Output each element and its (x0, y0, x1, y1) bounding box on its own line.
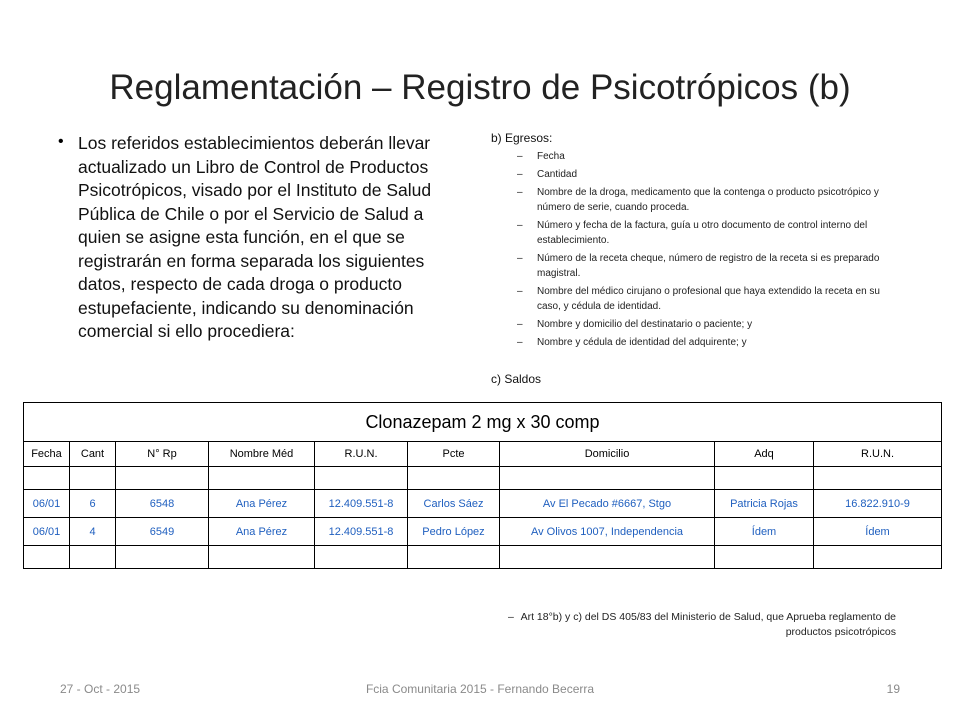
dash: – (517, 151, 523, 162)
dash: – (517, 319, 523, 330)
column-header: R.U.N. (315, 442, 408, 467)
table-cell: 12.409.551-8 (315, 518, 408, 546)
table-row (24, 518, 942, 546)
column-header: Adq (715, 442, 814, 467)
dash: – (517, 220, 523, 231)
table-cell (500, 546, 715, 569)
table-caption: Clonazepam 2 mg x 30 comp (24, 403, 942, 442)
table-cell (408, 467, 500, 490)
column-header: Nombre Méd (209, 442, 315, 467)
egresos-section (491, 131, 911, 353)
bullet-text: Los referidos establecimientos deberán llevar actualizado un Libro de Control de Productos Psicotrópicos, visado por el Instituto de Salud Pública de Chile o por el Servicio de Salud a quien se asigne esta función, en el que se registrarán en forma separada los siguientes datos, respecto de cada droga o producto estupefaciente, indicando su denominación comercial si ello procediera: (78, 133, 432, 341)
egresos-item-text: Nombre y domicilio del destinatario o paciente; y (537, 319, 753, 330)
table-cell: 6 (70, 490, 116, 518)
bullet-paragraph (58, 132, 458, 344)
slide-title: Reglamentación – Registro de Psicotrópicos (b) (109, 68, 851, 107)
table-cell (70, 467, 116, 490)
bullet-dot: • (58, 133, 64, 150)
table-cell (116, 467, 209, 490)
page-number: 19 (886, 682, 900, 696)
table-header-row (24, 442, 942, 467)
column-header: N° Rp (116, 442, 209, 467)
egresos-item-text: Número y fecha de la factura, guía u otro documento de control interno del establecimiento. (537, 220, 868, 246)
dash: – (517, 337, 523, 348)
egresos-item-text: Cantidad (537, 169, 578, 180)
table-cell: Pedro López (408, 518, 500, 546)
egresos-item-text: Nombre de la droga, medicamento que la contenga o producto psicotrópico y número de serie, cuando proceda. (537, 187, 879, 213)
table-cell: 16.822.910-9 (814, 490, 942, 518)
table-cell: Ana Pérez (209, 490, 315, 518)
footer-date: 27 - Oct - 2015 (60, 682, 141, 696)
table-cell (70, 546, 116, 569)
dash: – (517, 187, 523, 198)
registro-table (23, 402, 942, 569)
egresos-item (517, 284, 892, 314)
table-cell: 6549 (116, 518, 209, 546)
table-cell (209, 467, 315, 490)
column-header: Domicilio (500, 442, 715, 467)
table-cell: Av Olivos 1007, Independencia (500, 518, 715, 546)
egresos-item (517, 218, 892, 248)
legal-note (508, 610, 896, 640)
table-cell (814, 467, 942, 490)
table-cell (116, 546, 209, 569)
table-cell: Av El Pecado #6667, Stgo (500, 490, 715, 518)
table-cell: Ídem (814, 518, 942, 546)
table-cell: 12.409.551-8 (315, 490, 408, 518)
egresos-list (517, 149, 911, 350)
egresos-item (517, 317, 892, 332)
table-row-empty (24, 546, 942, 569)
table-cell: 6548 (116, 490, 209, 518)
saldos-heading: c) Saldos (491, 372, 542, 386)
egresos-item-text: Número de la receta cheque, número de registro de la receta si es preparado magistral. (537, 253, 880, 279)
table-cell (315, 467, 408, 490)
egresos-item-text: Fecha (537, 151, 565, 162)
table-cell (315, 546, 408, 569)
table-cell (500, 467, 715, 490)
table-cell: 4 (70, 518, 116, 546)
table-row (24, 490, 942, 518)
legal-note-text: Art 18°b) y c) del DS 405/83 del Ministerio de Salud, que Aprueba reglamento de productos psicotrópicos (520, 611, 896, 638)
table-cell: Patricia Rojas (715, 490, 814, 518)
table-cell: Carlos Sáez (408, 490, 500, 518)
column-header: Pcte (408, 442, 500, 467)
dash: – (517, 253, 523, 264)
table-cell (209, 546, 315, 569)
footer-title: Fcia Comunitaria 2015 - Fernando Becerra (365, 682, 595, 696)
dash: – (508, 611, 514, 623)
column-header: Cant (70, 442, 116, 467)
egresos-item-text: Nombre del médico cirujano o profesional que haya extendido la receta en su caso, y cédula de identidad. (537, 286, 880, 312)
table-cell (24, 546, 70, 569)
egresos-heading: b) Egresos: (491, 131, 553, 145)
table-cell (814, 546, 942, 569)
table-cell (408, 546, 500, 569)
table-cell (715, 467, 814, 490)
dash: – (517, 286, 523, 297)
table-cell: 06/01 (24, 490, 70, 518)
table-cell: 06/01 (24, 518, 70, 546)
table-row-empty (24, 467, 942, 490)
table-cell: Ana Pérez (209, 518, 315, 546)
egresos-item (517, 149, 892, 164)
egresos-item (517, 251, 892, 281)
column-header: R.U.N. (814, 442, 942, 467)
egresos-item-text: Nombre y cédula de identidad del adquirente; y (537, 337, 747, 348)
table-cell: Ídem (715, 518, 814, 546)
column-header: Fecha (24, 442, 70, 467)
dash: – (517, 169, 523, 180)
table-cell (715, 546, 814, 569)
egresos-item (517, 167, 892, 182)
egresos-item (517, 335, 892, 350)
table-cell (24, 467, 70, 490)
egresos-item (517, 185, 892, 215)
